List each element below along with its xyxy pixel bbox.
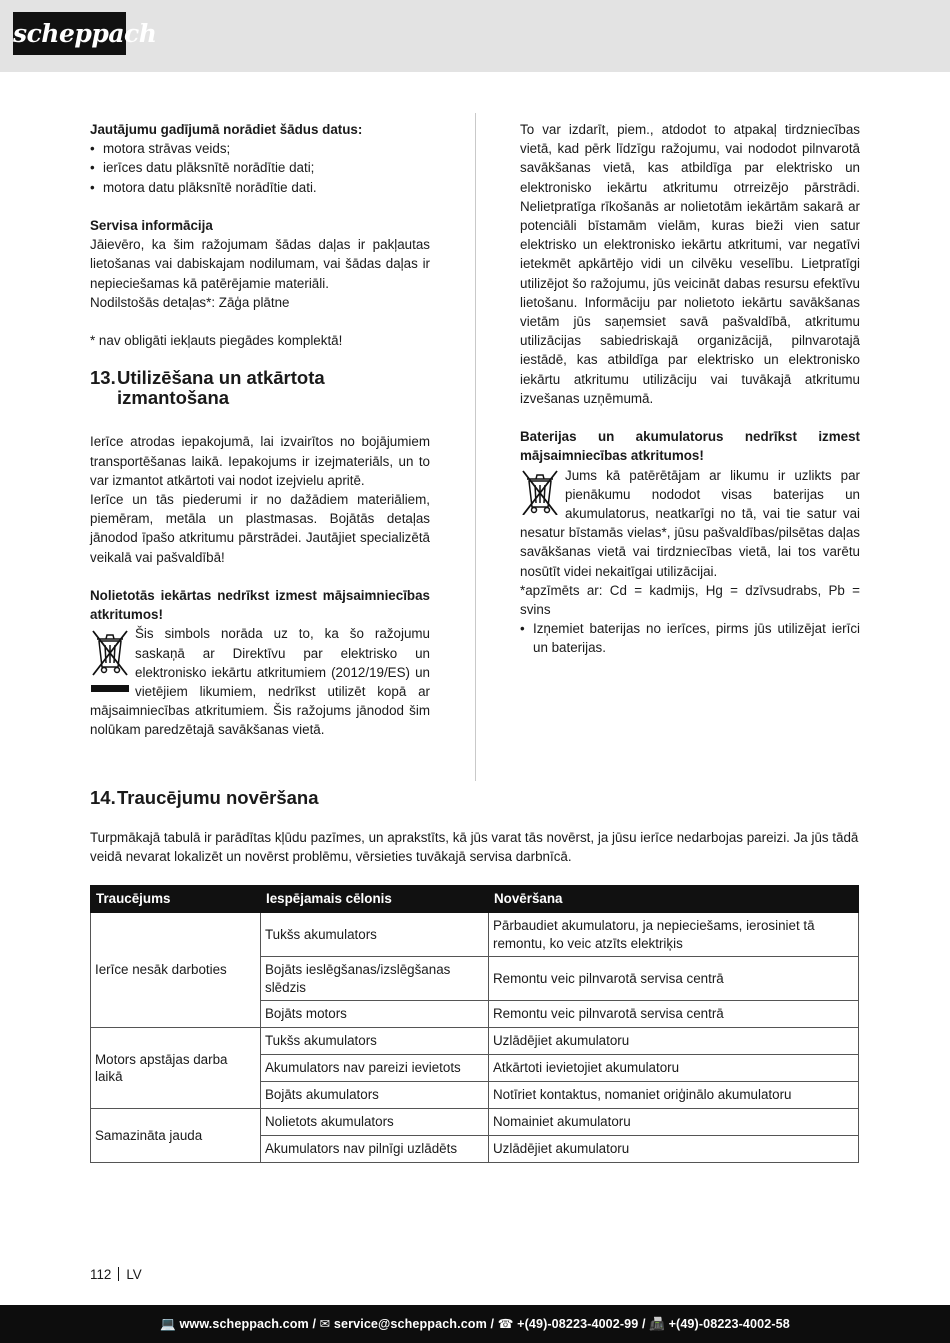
separator: / xyxy=(308,1317,320,1331)
list-item: • ierīces datu plāksnītē norādītie dati; xyxy=(90,158,430,177)
fault-cell: Motors apstājas darba laikā xyxy=(91,1028,261,1109)
column-header: Iespējamais cēlonis xyxy=(261,886,489,913)
fix-cell: Notīriet kontaktus, nomaniet oriģinālo akumulatoru xyxy=(489,1082,859,1109)
column-header: Traucējums xyxy=(91,886,261,913)
fax-icon: 📠 xyxy=(649,1317,665,1331)
warranty-heading: Jautājumu gadījumā norādiet šādus datus: xyxy=(90,122,363,137)
battery-block xyxy=(520,466,860,581)
fault-cell: Samazināta jauda xyxy=(91,1109,261,1163)
page-number-value: 112 xyxy=(90,1267,112,1282)
return-text: To var izdarīt, piem., atdodot to atpakaļ tirdzniecības vietā, kad pērk līdzīgu ražojumu, vai nododot pilnvarotā savākšanas vietā, kas atbildīga par elektrisko un elektronisko iekārtu atkritumu otrreizējo pārstrādi. Nelietpratīga rīkošanās ar nolietotām iekārtām sakarā ar potenciāli bīstamām vielām, kuras bieži vien satur elektrisko un elektronisko iekārtu atkritumi, var negatīvi ietekmēt apkārtējo vidi un cilvēku veselību. Lietpratīgi utilizējot šo ražojumu, jūs veicināt dabas resursu efektīvu lietošanu. Informāciju par nolietoto iekārtu savākšanas vietām jūs saņemsiet savā pašvaldībā, atkritumu utilizācijas sabiedriskajā organizācijā, pilnvarotajā iestādē, kas atbildīga par elektrisko un elektronisko iekārtu atkritumu utilizāciju vai tuvākajā atkritumu izvešanas uzņēmumā. xyxy=(520,122,860,406)
column-header: Novēršana xyxy=(489,886,859,913)
disposal-paragraph-1: Ierīce atrodas iepakojumā, lai izvairītos no bojājumiem transportēšanas laikā. Iepakojums ir izejmateriāls, un to var izmantot atkārtoti vai nodot izejvielu apritē. xyxy=(90,434,430,488)
fix-cell: Uzlādējiet akumulatoru xyxy=(489,1028,859,1055)
column-divider xyxy=(475,113,476,781)
cause-cell: Bojāts motors xyxy=(261,1001,489,1028)
warranty-list xyxy=(90,139,430,197)
footer-bar xyxy=(0,1305,950,1343)
list-item: • Izņemiet baterijas no ierīces, pirms jūs utilizējat ierīci un baterijas. xyxy=(520,619,860,657)
page-number xyxy=(90,1265,142,1284)
section-number: 14. xyxy=(90,787,116,808)
mail-icon: ✉ xyxy=(319,1317,331,1331)
table-header-row xyxy=(91,886,859,913)
fix-cell: Pārbaudiet akumulatoru, ja nepieciešams, ierosiniet tā remontu, ko veic atzīts elektriķis xyxy=(489,913,859,957)
brand-logo: scheppach xyxy=(13,12,126,55)
cause-cell: Tukšs akumulators xyxy=(261,1028,489,1055)
service-heading: Servisa informācija xyxy=(90,218,213,233)
table-row xyxy=(91,1109,859,1136)
separator: / xyxy=(638,1317,650,1331)
separator: / xyxy=(486,1317,498,1331)
section-14-heading xyxy=(90,788,860,808)
cause-cell: Akumulators nav pilnīgi uzlādēts xyxy=(261,1136,489,1163)
table-row xyxy=(91,1028,859,1055)
phone-icon: ☎ xyxy=(497,1317,514,1331)
disposal-paragraph-2: Ierīce un tās piederumi ir no dažādiem materiāliem, piemēram, metāla un plastmasas. Bojātās detaļas jānodod īpašo atkritumu pārstrādei. Jautājiet specializētā veikalā vai pašvaldībā! xyxy=(90,492,430,565)
weee-heading: Nolietotās iekārtas nedrīkst izmest mājsaimniecības atkritumos! xyxy=(90,588,430,623)
table-row xyxy=(91,913,859,957)
battery-text: Jums kā patērētājam ar likumu ir uzlikts par pienākumu nododot visas baterijas un akumulatorus, neatkarīgi no tā, vai tie satur vai nesatur bīstamās vielas*, jūsu pašvaldības/pilsētas daļas savākšanas vietā vai tirdzniecības vietā, lai tos varētu nosūtīt videi nekaitīgai utilizācijai. xyxy=(520,467,860,579)
troubleshooting-intro: Turpmākajā tabulā ir parādītas kļūdu pazīmes, un aprakstīts, kā jūs varat tās novērst, ja jūsu ierīce nedarbojas pareizi. Ja jūs tādā veidā nevarat lokalizēt un novērst problēmu, vērsieties tuvākajā servisa darbnīcā. xyxy=(90,830,859,865)
left-column xyxy=(90,120,430,740)
section-number: 13. xyxy=(90,367,116,389)
fix-cell: Uzlādējiet akumulatoru xyxy=(489,1136,859,1163)
fix-cell: Remontu veic pilnvarotā servisa centrā xyxy=(489,957,859,1001)
wear-parts: Nodilstošās detaļas*: Zāģa plātne xyxy=(90,294,290,310)
cause-cell: Bojāts akumulators xyxy=(261,1082,489,1109)
troubleshooting-table xyxy=(90,885,859,1163)
crossed-bin-icon xyxy=(520,469,560,515)
fault-cell: Ierīce nesāk darboties xyxy=(91,913,261,1028)
cause-cell: Bojāts ieslēgšanas/izslēgšanas slēdzis xyxy=(261,957,489,1001)
cause-cell: Akumulators nav pareizi ievietots xyxy=(261,1055,489,1082)
crossed-bin-icon xyxy=(90,627,130,697)
website-link[interactable]: www.scheppach.com xyxy=(179,1317,309,1331)
fix-cell: Nomainiet akumulatoru xyxy=(489,1109,859,1136)
right-column xyxy=(520,120,860,658)
service-text: Jāievēro, ka šim ražojumam šādas daļas ir pakļautas lietošanas vai dabiskajam nodilumam, vai šādas daļas ir nepieciešamas kā patērējamie materiāli. xyxy=(90,237,430,291)
section-title: Utilizēšana un atkārtota izmantošana xyxy=(117,367,325,409)
email-link[interactable]: service@scheppach.com xyxy=(333,1317,487,1331)
battery-note: *apzīmēts ar: Cd = kadmijs, Hg = dzīvsudrabs, Pb = svins xyxy=(520,582,860,618)
section-title: Traucējumu novēršana xyxy=(117,787,319,808)
computer-icon: 💻 xyxy=(160,1317,176,1331)
fax-number: +(49)-08223-4002-58 xyxy=(668,1317,790,1331)
phone-number: +(49)-08223-4002-99 xyxy=(517,1317,639,1331)
fix-cell: Remontu veic pilnvarotā servisa centrā xyxy=(489,1001,859,1028)
list-item: • motora strāvas veids; xyxy=(90,139,430,158)
optional-note: * nav obligāti iekļauts piegādes komplektā! xyxy=(90,333,343,349)
list-item: • motora datu plāksnītē norādītie dati. xyxy=(90,178,430,197)
cause-cell: Tukšs akumulators xyxy=(261,913,489,957)
section-13-heading xyxy=(90,368,430,408)
weee-block xyxy=(90,624,430,739)
header-bar xyxy=(0,0,950,72)
battery-heading: Baterijas un akumulatorus nedrīkst izmest mājsaimniecības atkritumos! xyxy=(520,429,860,464)
weee-text: Šis simbols norāda uz to, ka šo ražojumu saskaņā ar Direktīvu par elektrisko un elektronisko iekārtu atkritumiem (2012/19/ES) un vietējiem likumiem, nedrīkst utilizēt kopā ar mājsaimniecības atkritumiem. Šis ražojums jānodod šim nolūkam paredzētajā savākšanas vietā. xyxy=(90,626,430,738)
cause-cell: Nolietots akumulators xyxy=(261,1109,489,1136)
battery-list xyxy=(520,619,860,657)
page-language: LV xyxy=(126,1267,142,1282)
fix-cell: Atkārtoti ievietojiet akumulatoru xyxy=(489,1055,859,1082)
